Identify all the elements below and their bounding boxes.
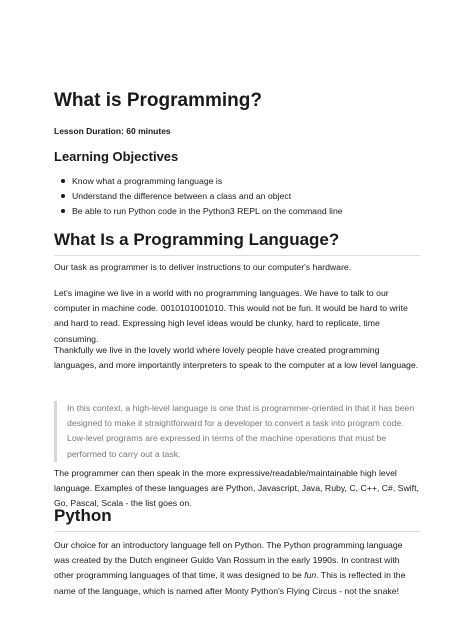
section-heading-programming-language: What Is a Programming Language? (54, 229, 420, 256)
paragraph (54, 538, 420, 599)
paragraph: The programmer can then speak in the more expressive/readable/maintainable high level language. Examples of these languages are Python, Javascript, Java, Ruby, C, C++, C#, Swift, Go, Pascal, Scala - the list goes on. (54, 468, 419, 509)
objectives-heading: Learning Objectives (54, 149, 179, 164)
paragraph-text: . This is reflected in the name of the language, which is named after Monty Python's Flying Circus - not the snake! (54, 570, 406, 596)
list-item: Be able to run Python code in the Python3 REPL on the command line (72, 204, 422, 219)
paragraph: Thankfully we live in the lovely world where lovely people have created programming languages, and more importantly interpreters to speak to the computer at a low level language. (54, 345, 419, 371)
blockquote: In this context, a high-level language is one that is programmer-oriented in that it has been designed to make it straightforward for a developer to convert a task into program code. Low-level programs are expressed in terms of the machine operations that must be performed to carry out a task. (54, 401, 419, 462)
list-item: Understand the difference between a class and an object (72, 189, 422, 204)
list-item: Know what a programming language is (72, 174, 422, 189)
paragraph: Let's imagine we live in a world with no programming languages. We have to talk to our computer in machine code. 0010101001010. This would not be fun. It would be hard to write and hard to read. Expressing high level ideas would be clunky, hard to replicate, time consuming. (54, 288, 408, 344)
paragraph-text: Our choice for an introductory language fell on Python. The Python programming language was created by the Dutch engineer Guido Van Rossum in the early 1990s. In contrast with other programming languages of that time, it was designed to be (54, 540, 403, 581)
emphasis-text: fun (304, 570, 317, 581)
paragraph: Our task as programmer is to deliver instructions to our computer's hardware. (54, 262, 352, 272)
lesson-duration: Lesson Duration: 60 minutes (54, 126, 171, 136)
section-heading-python: Python (54, 505, 420, 532)
objectives-list (54, 174, 422, 219)
page-title: What is Programming? (54, 90, 262, 111)
